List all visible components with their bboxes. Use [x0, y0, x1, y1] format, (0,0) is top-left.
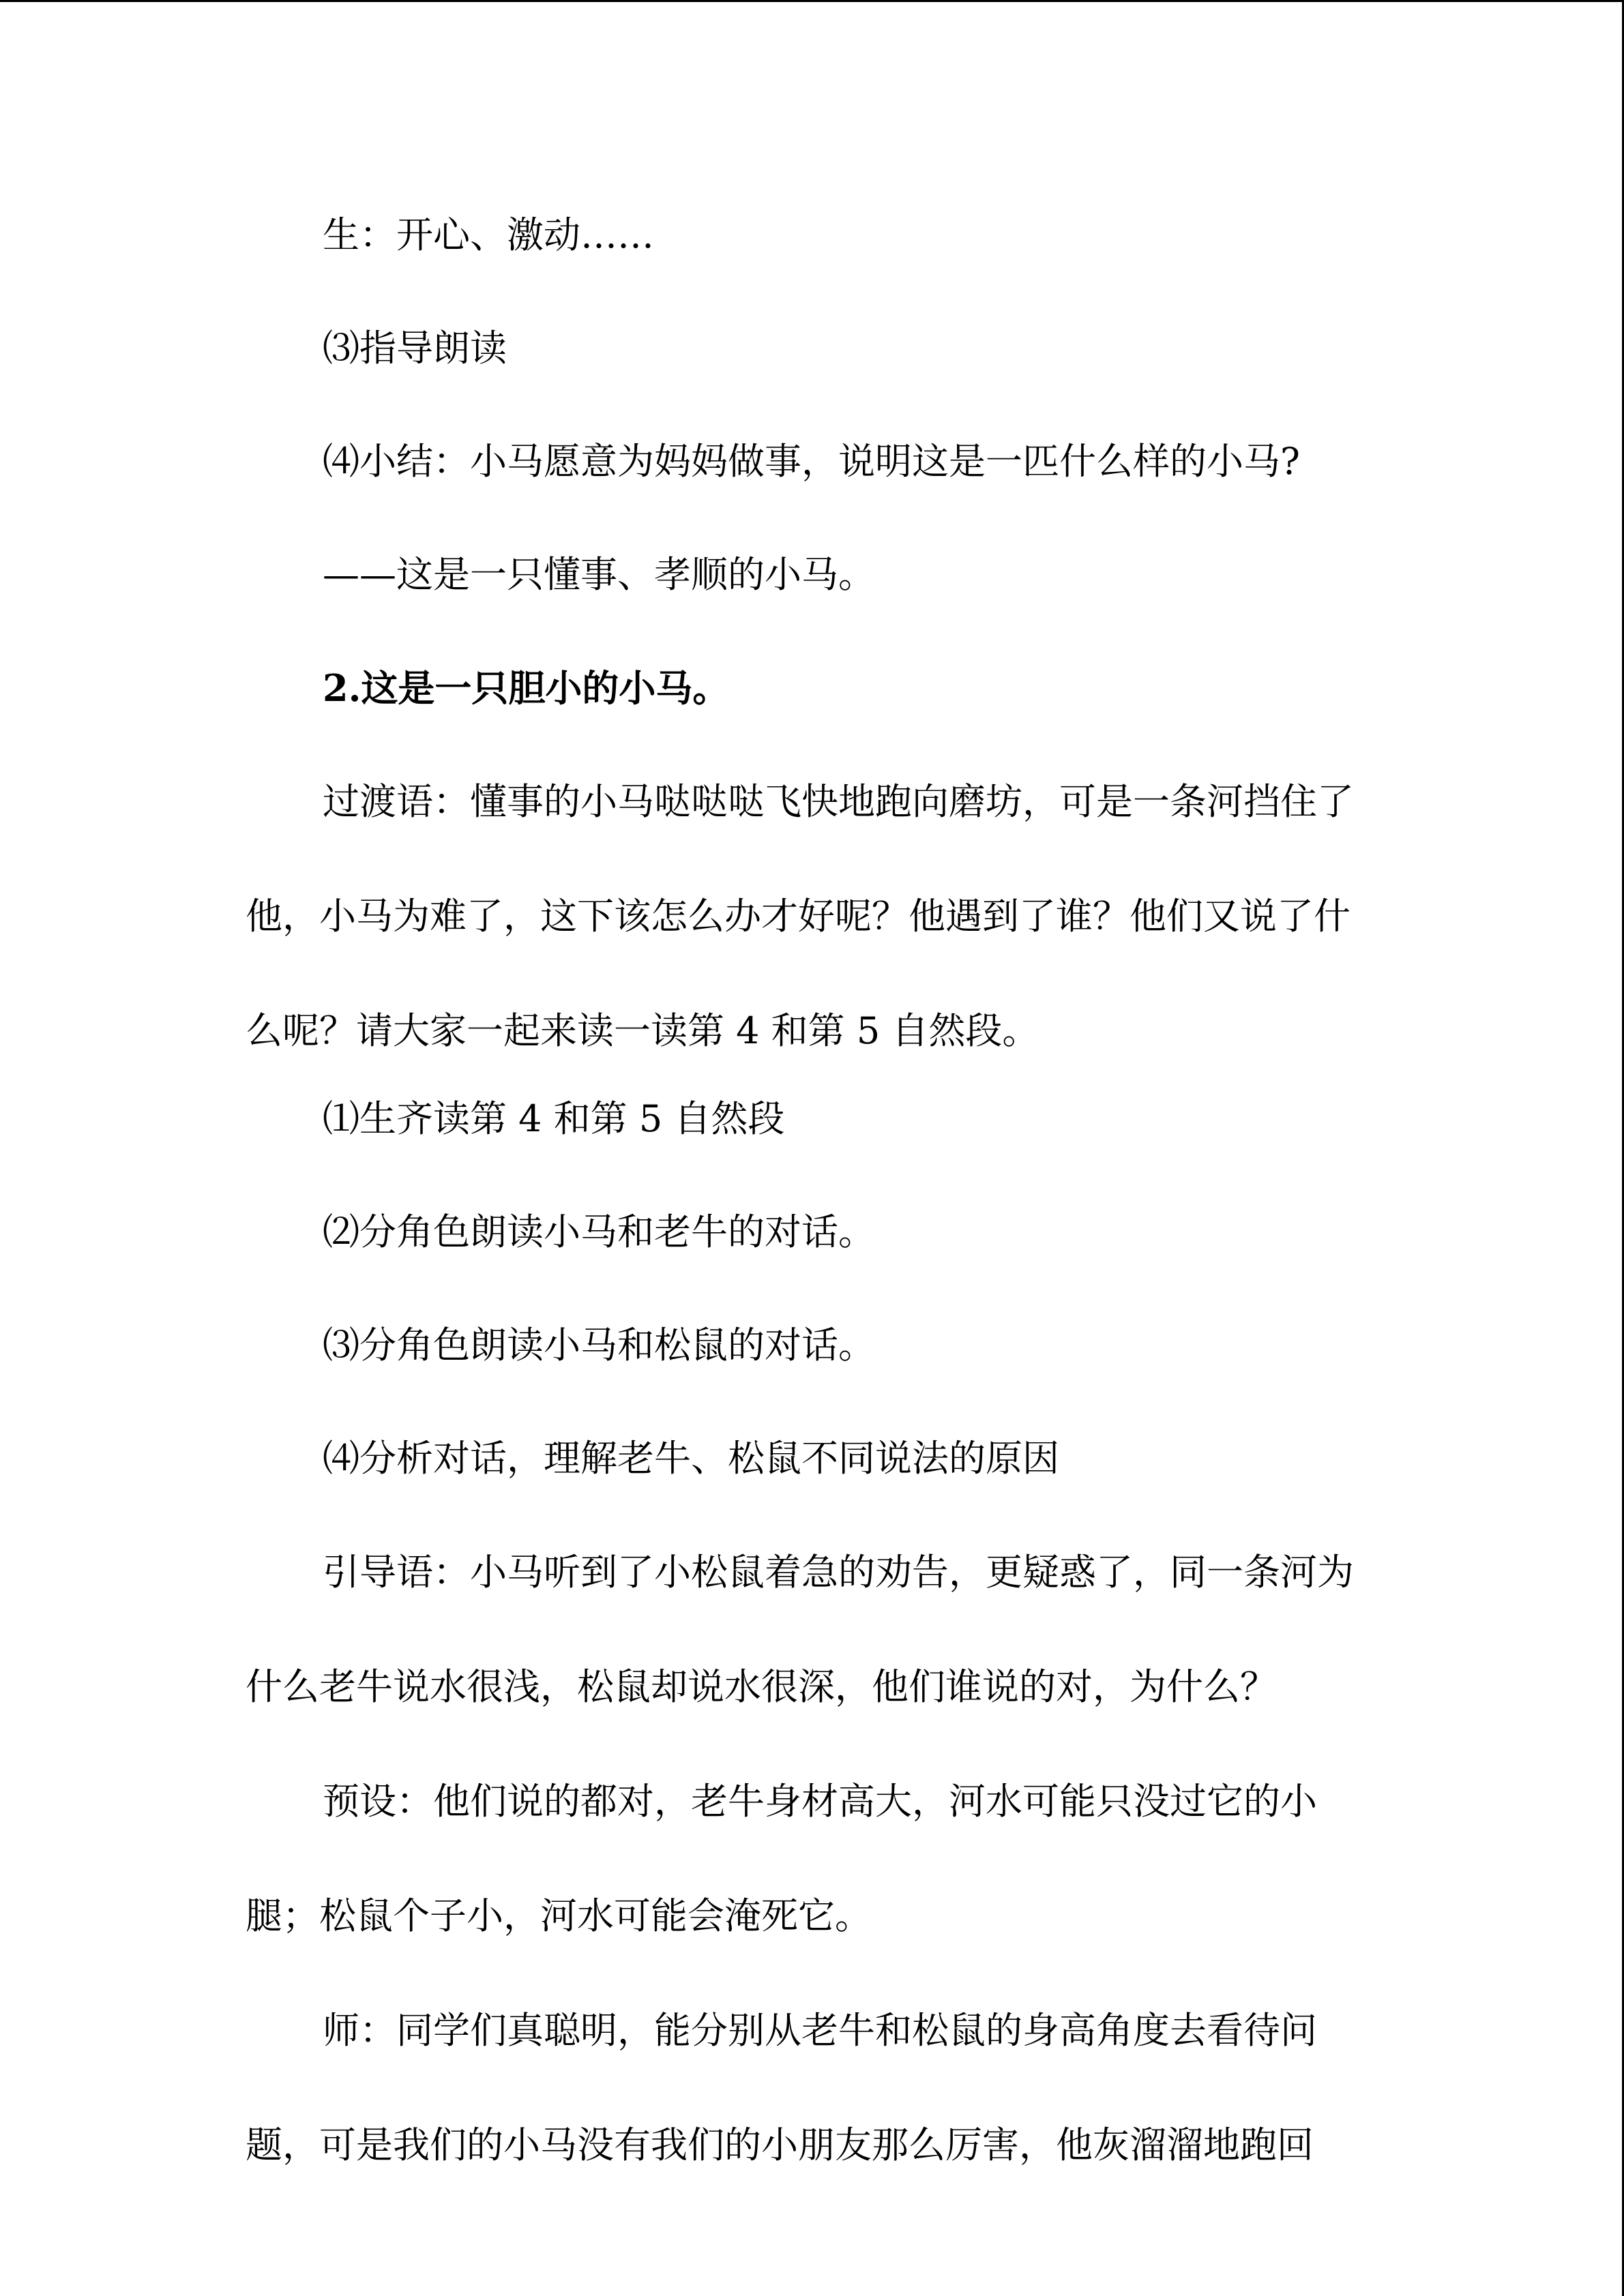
paragraph-step-1: ⑴生齐读第 4 和第 5 自然段 [323, 1097, 785, 1140]
paragraph-teacher: 师：同学们真聪明，能分别从老牛和松鼠的身高角度去看待问题，可是我们的小马没有我们的小朋友那么厉害，他灰溜溜地跑回 [246, 2009, 1317, 2166]
page-top-border [0, 0, 1624, 2]
paragraph-transition: 过渡语：懂事的小马哒哒哒飞快地跑向磨坊，可是一条河挡住了他，小马为难了，这下该怎么办才好呢？他遇到了谁？他们又说了什么呢？请大家一起来读一读第 4 和第 5 自然段。 [246, 780, 1354, 1052]
paragraph-student-answer: 生：开心、激动…… [323, 213, 654, 256]
paragraph-preset: 预设：他们说的都对，老牛身材高大，河水可能只没过它的小腿；松鼠个子小，河水可能会淹死它。 [246, 1780, 1317, 1937]
paragraph-step-3: ⑶分角色朗读小马和松鼠的对话。 [323, 1324, 875, 1367]
document-body [246, 205, 1357, 2203]
paragraph-summary: ⑷小结：小马愿意为妈妈做事，说明这是一匹什么样的小马? [323, 440, 1300, 483]
paragraph-guide-reading: ⑶指导朗读 [323, 327, 507, 370]
paragraph-step-4: ⑷分析对话，理解老牛、松鼠不同说法的原因 [323, 1437, 1059, 1480]
paragraph-guiding-words: 引导语：小马听到了小松鼠着急的劝告，更疑惑了，同一条河为什么老牛说水很浅，松鼠却说水很深，他们谁说的对，为什么？ [246, 1551, 1354, 1708]
paragraph-step-2: ⑵分角色朗读小马和老牛的对话。 [323, 1210, 875, 1253]
paragraph-summary-answer: ——这是一只懂事、孝顺的小马。 [323, 553, 875, 596]
section-heading: 2.这是一只胆小的小马。 [323, 666, 730, 710]
